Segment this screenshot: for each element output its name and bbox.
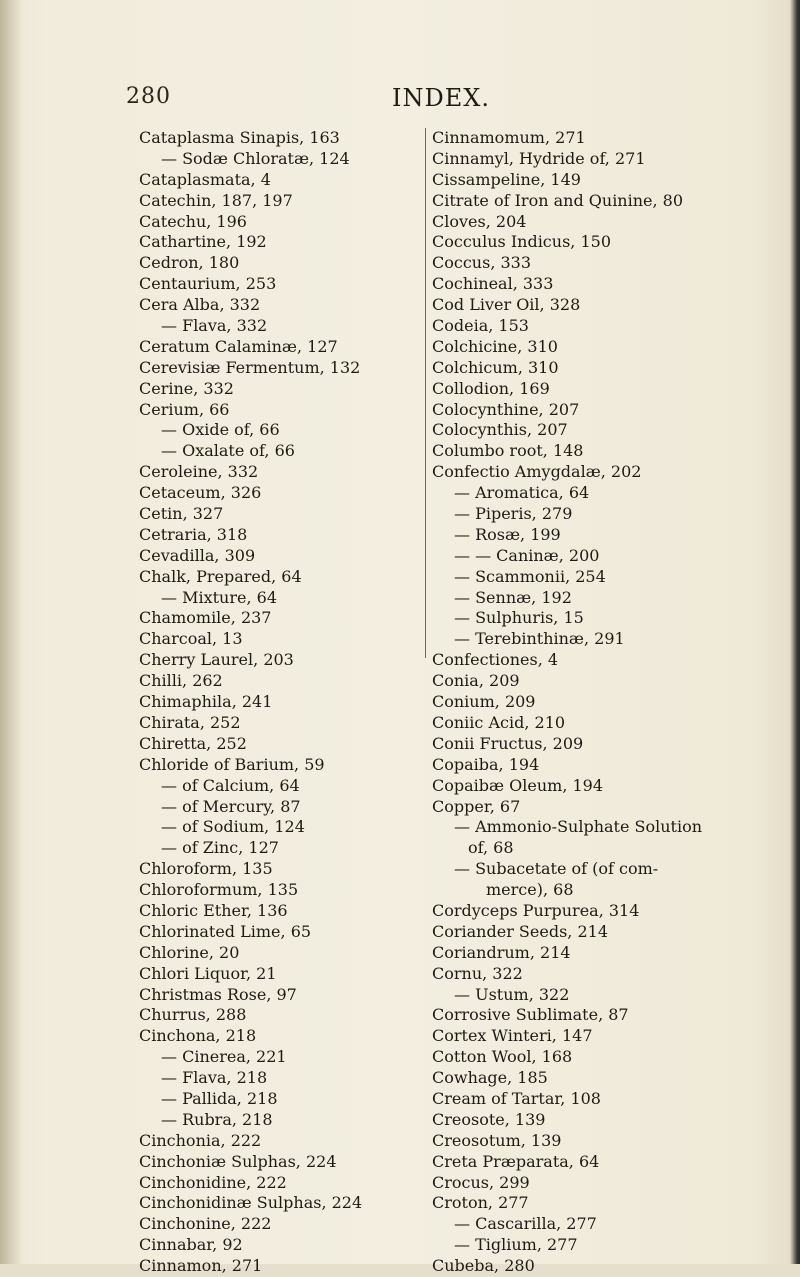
index-subentry: — Ustum, 322 <box>454 984 570 1004</box>
index-entry: Colocynthis, 207 <box>432 420 568 440</box>
index-subentry: — of Mercury, 87 <box>161 796 301 816</box>
index-subentry: — Tiglium, 277 <box>454 1235 578 1255</box>
index-entry: Columbo root, 148 <box>432 441 584 461</box>
index-entry: Cerium, 66 <box>139 399 230 419</box>
index-column-right <box>432 128 762 1277</box>
index-entry: Ceroleine, 332 <box>139 462 259 482</box>
index-subentry: merce), 68 <box>486 880 574 900</box>
index-entry: Creosote, 139 <box>432 1109 546 1129</box>
index-entry: Collodion, 169 <box>432 378 550 398</box>
index-subentry: — Oxide of, 66 <box>161 420 280 440</box>
index-entry: Copper, 67 <box>432 796 521 816</box>
index-entry: Cinchoniæ Sulphas, 224 <box>139 1151 337 1171</box>
index-entry: Cotton Wool, 168 <box>432 1047 573 1067</box>
index-entry: Cinchonidinæ Sulphas, 224 <box>139 1193 363 1213</box>
index-entry: Coriandrum, 214 <box>432 942 571 962</box>
index-subentry: — Aromatica, 64 <box>454 483 590 503</box>
index-entry: Churrus, 288 <box>139 1005 247 1025</box>
index-entry: Cochineal, 333 <box>432 274 554 294</box>
index-entry: Catechu, 196 <box>139 211 247 231</box>
index-entry: Colchicine, 310 <box>432 336 558 356</box>
index-subentry: — Rosæ, 199 <box>454 524 561 544</box>
index-entry: Copaibæ Oleum, 194 <box>432 775 604 795</box>
index-entry: Chlorine, 20 <box>139 942 240 962</box>
index-entry: Crocus, 299 <box>432 1172 530 1192</box>
index-entry: Cubeba, 280 <box>432 1256 535 1276</box>
index-entry: Cordyceps Purpurea, 314 <box>432 900 640 920</box>
index-subentry: — Flava, 218 <box>161 1068 268 1088</box>
index-entry: Catechin, 187, 197 <box>139 190 293 210</box>
index-entry: Cera Alba, 332 <box>139 295 261 315</box>
index-entry: Cissampeline, 149 <box>432 169 581 189</box>
running-head: INDEX. <box>392 84 490 112</box>
index-entry: Cinnabar, 92 <box>139 1235 243 1255</box>
index-entry: Cevadilla, 309 <box>139 545 256 565</box>
index-subentry: — Mixture, 64 <box>161 587 277 607</box>
index-entry: Colocynthine, 207 <box>432 399 580 419</box>
index-subentry: — Sennæ, 192 <box>454 587 572 607</box>
index-subentry: — Cascarilla, 277 <box>454 1214 597 1234</box>
index-entry: Citrate of Iron and Quinine, 80 <box>432 190 684 210</box>
index-subentry: — Cinerea, 221 <box>161 1047 287 1067</box>
index-entry: Conia, 209 <box>432 671 520 691</box>
index-entry: Cetraria, 318 <box>139 524 248 544</box>
index-entry: Coniic Acid, 210 <box>432 712 566 732</box>
index-entry: Creta Præparata, 64 <box>432 1151 600 1171</box>
index-entry: Cedron, 180 <box>139 253 240 273</box>
index-entry: Copaiba, 194 <box>432 754 540 774</box>
index-entry: Confectio Amygdalæ, 202 <box>432 462 642 482</box>
index-entry: Confectiones, 4 <box>432 650 559 670</box>
index-subentry: — Pallida, 218 <box>161 1088 278 1108</box>
index-entry: Cinchonidine, 222 <box>139 1172 287 1192</box>
index-entry: Cloves, 204 <box>432 211 527 231</box>
index-subentry: — of Calcium, 64 <box>161 775 300 795</box>
index-subentry: — of Zinc, 127 <box>161 838 279 858</box>
index-entry: Cortex Winteri, 147 <box>432 1026 593 1046</box>
index-subentry: — — Caninæ, 200 <box>454 545 600 565</box>
binding-shadow <box>0 0 22 1264</box>
index-entry: Chlorinated Lime, 65 <box>139 921 312 941</box>
index-entry: Chilli, 262 <box>139 671 223 691</box>
index-entry: Chloric Ether, 136 <box>139 900 288 920</box>
index-entry: Christmas Rose, 97 <box>139 984 297 1004</box>
index-entry: Chlori Liquor, 21 <box>139 963 277 983</box>
index-entry: Cinnamyl, Hydride of, 271 <box>432 148 646 168</box>
index-subentry: — Sulphuris, 15 <box>454 608 584 628</box>
index-entry: Cod Liver Oil, 328 <box>432 295 581 315</box>
index-entry: Cerine, 332 <box>139 378 234 398</box>
index-subentry: — Ammonio-Sulphate Solution <box>454 817 703 837</box>
index-subentry: — Piperis, 279 <box>454 504 573 524</box>
index-subentry: — of Sodium, 124 <box>161 817 305 837</box>
index-entry: Chloroform, 135 <box>139 859 273 879</box>
index-entry: Corrosive Sublimate, 87 <box>432 1005 629 1025</box>
index-entry: Ceratum Calaminæ, 127 <box>139 336 338 356</box>
index-column-left <box>139 128 409 1277</box>
index-entry: Cinchonine, 222 <box>139 1214 272 1234</box>
index-subentry: — Subacetate of (of com- <box>454 859 659 879</box>
index-subentry: — Rubra, 218 <box>161 1109 273 1129</box>
index-entry: Cerevisiæ Fermentum, 132 <box>139 357 361 377</box>
index-entry: Cathartine, 192 <box>139 232 267 252</box>
index-entry: Conium, 209 <box>432 692 536 712</box>
index-entry: Cinnamomum, 271 <box>432 128 586 147</box>
index-entry: Chirata, 252 <box>139 712 241 732</box>
index-entry: Chalk, Prepared, 64 <box>139 566 302 586</box>
index-entry: Coccus, 333 <box>432 253 532 273</box>
index-entry: Cinnamon, 271 <box>139 1256 263 1276</box>
index-entry: Conii Fructus, 209 <box>432 733 584 753</box>
index-entry: Chloride of Barium, 59 <box>139 754 325 774</box>
page-edge-shadow <box>790 0 800 1264</box>
index-entry: Croton, 277 <box>432 1193 529 1213</box>
index-subentry: — Terebinthinæ, 291 <box>454 629 625 649</box>
index-entry: Cherry Laurel, 203 <box>139 650 294 670</box>
index-entry: Cream of Tartar, 108 <box>432 1088 601 1108</box>
index-subentry: — Scammonii, 254 <box>454 566 606 586</box>
index-entry: Coriander Seeds, 214 <box>432 921 608 941</box>
index-entry: Codeia, 153 <box>432 316 529 336</box>
index-entry: Chiretta, 252 <box>139 733 247 753</box>
index-entry: Cocculus Indicus, 150 <box>432 232 611 252</box>
index-entry: Cetaceum, 326 <box>139 483 262 503</box>
index-subentry: — Sodæ Chloratæ, 124 <box>161 148 350 168</box>
page-number: 280 <box>126 84 171 109</box>
index-entry: Chimaphila, 241 <box>139 692 273 712</box>
index-entry: Colchicum, 310 <box>432 357 559 377</box>
index-entry: Chloroformum, 135 <box>139 880 299 900</box>
index-entry: Cornu, 322 <box>432 963 523 983</box>
index-subentry: — Oxalate of, 66 <box>161 441 295 461</box>
index-entry: Cowhage, 185 <box>432 1068 548 1088</box>
index-entry: Charcoal, 13 <box>139 629 243 649</box>
index-entry: Centaurium, 253 <box>139 274 277 294</box>
index-entry: Cataplasma Sinapis, 163 <box>139 128 340 147</box>
index-entry: Creosotum, 139 <box>432 1130 562 1150</box>
index-subentry: of, 68 <box>468 838 514 858</box>
index-entry: Cataplasmata, 4 <box>139 169 271 189</box>
index-entry: Cetin, 327 <box>139 504 224 524</box>
index-entry: Chamomile, 237 <box>139 608 272 628</box>
index-entry: Cinchona, 218 <box>139 1026 257 1046</box>
index-entry: Cinchonia, 222 <box>139 1130 262 1150</box>
column-divider <box>425 128 426 658</box>
index-subentry: — Flava, 332 <box>161 316 268 336</box>
